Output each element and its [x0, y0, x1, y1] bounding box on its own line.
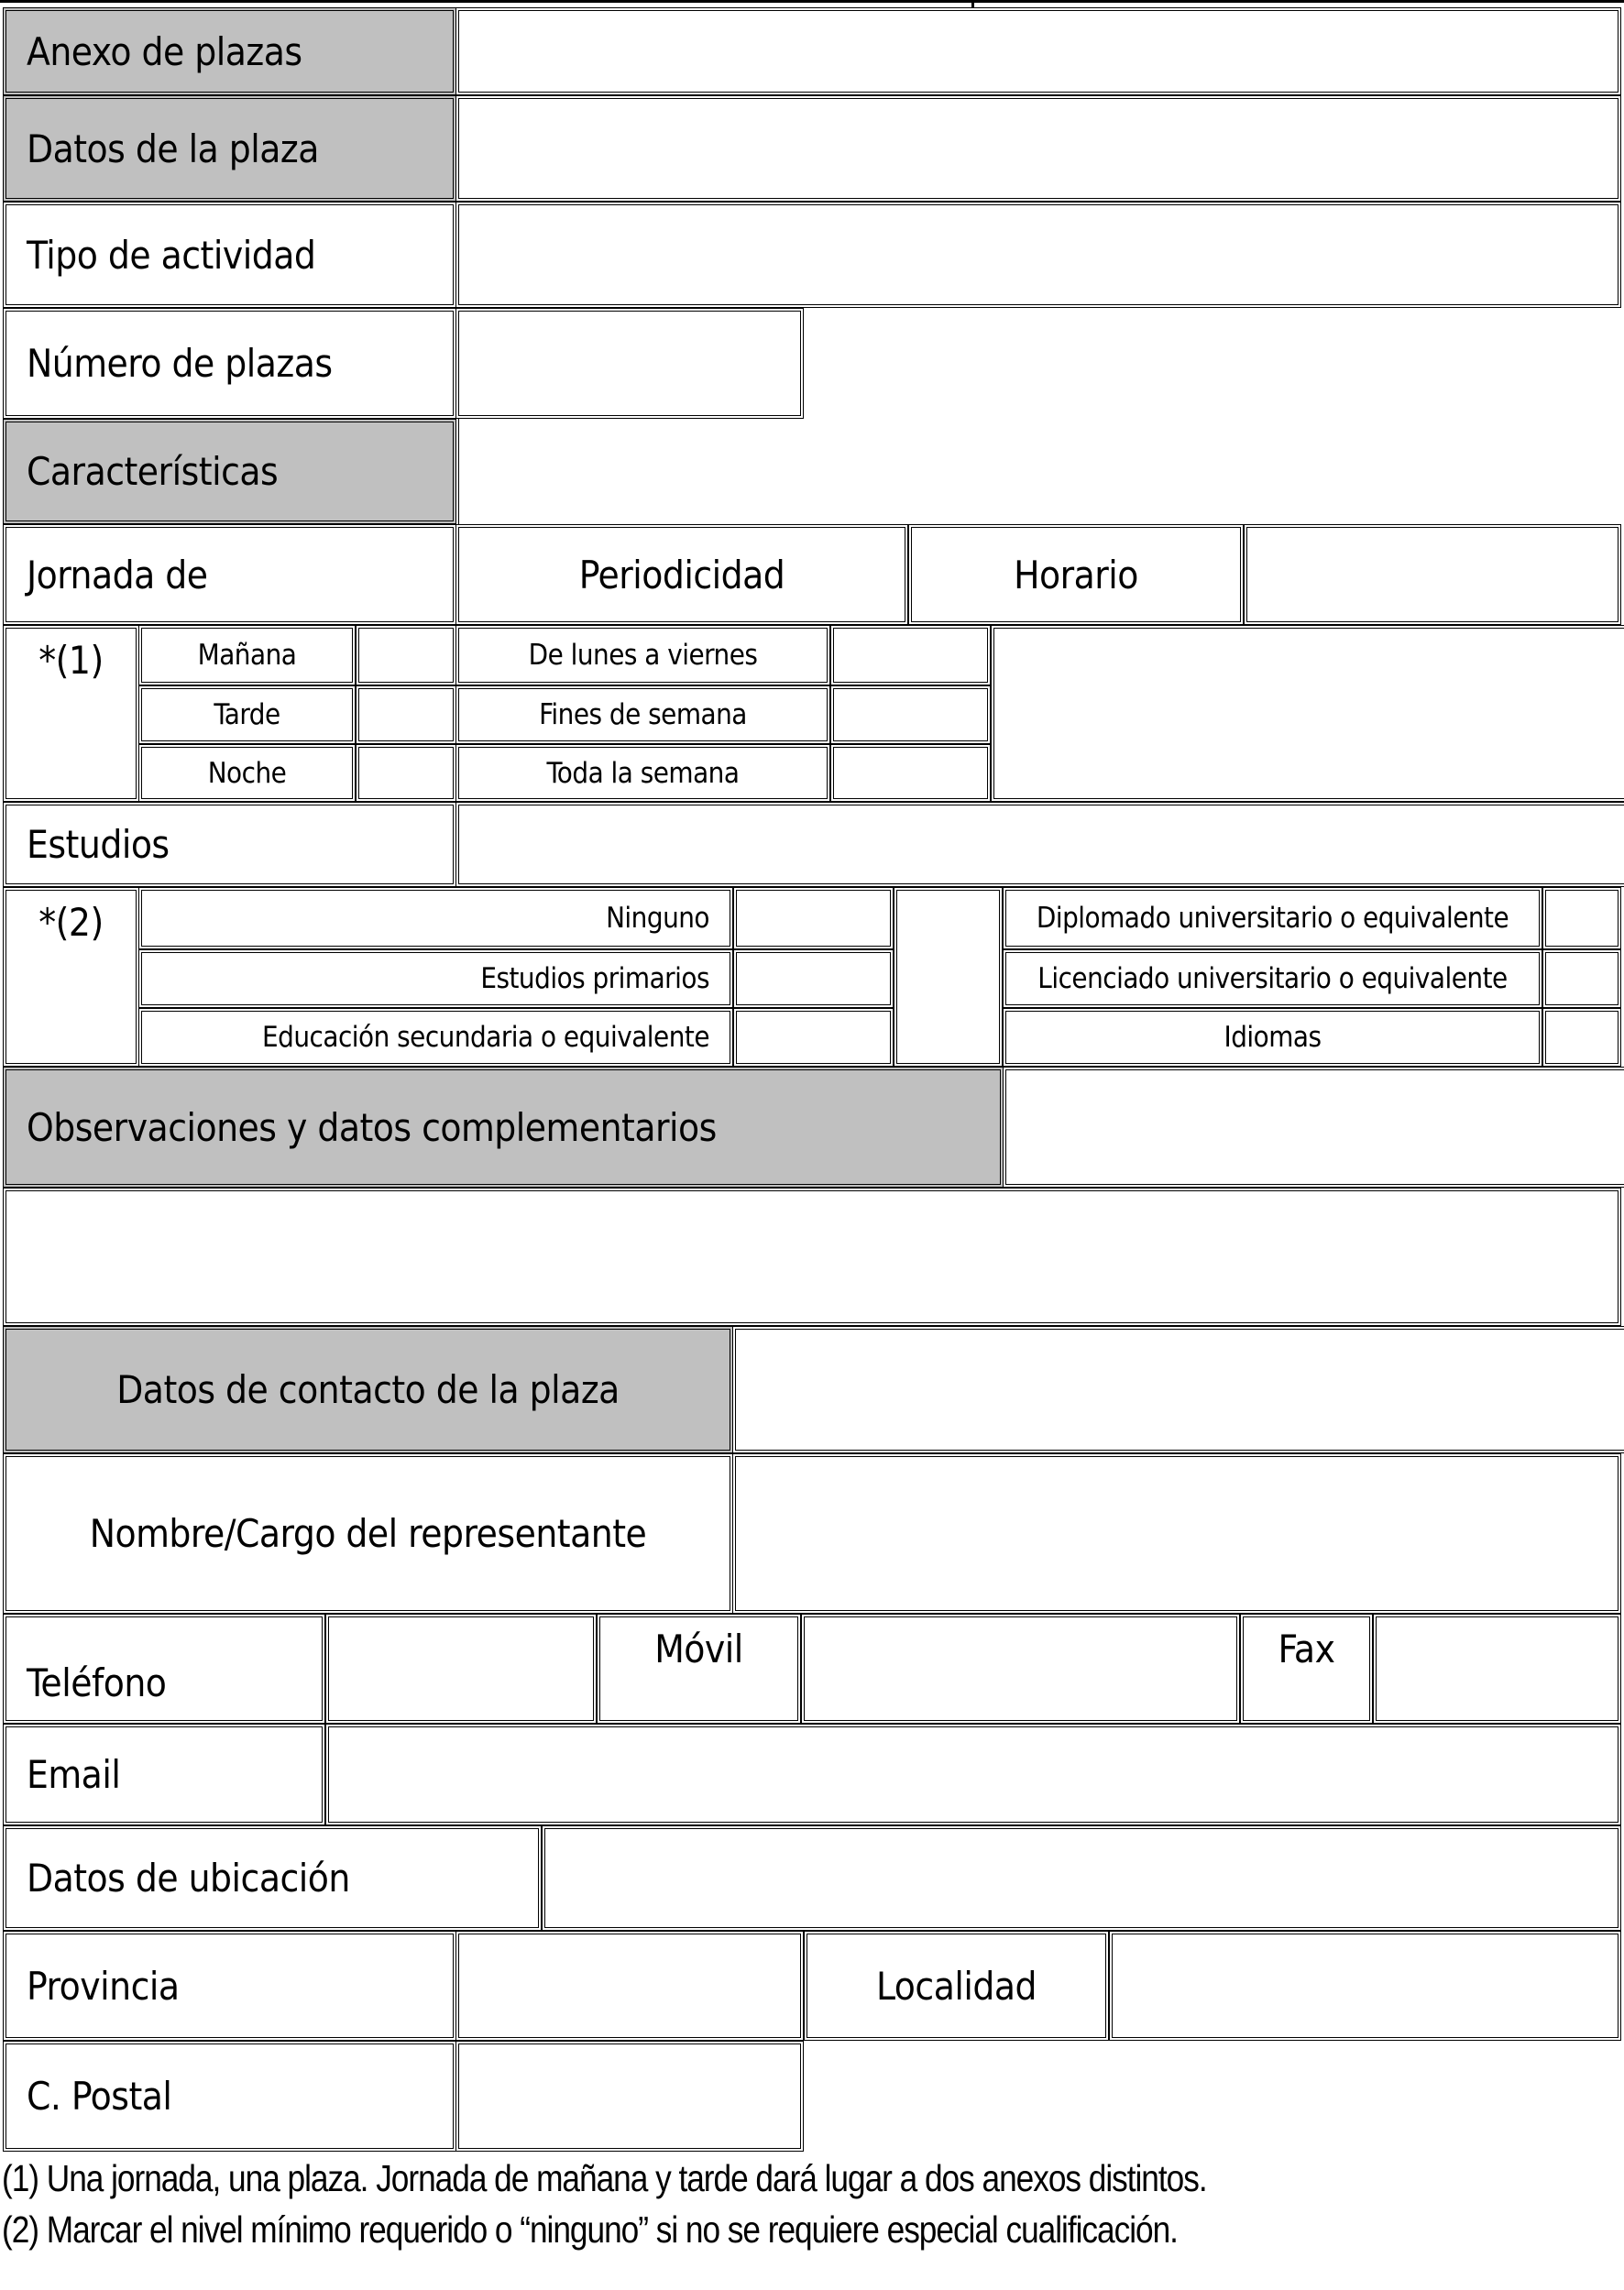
cpostal-label: C. Postal: [27, 2074, 172, 2119]
datos-plaza-input[interactable]: [455, 95, 1621, 202]
email-label: Email: [27, 1752, 121, 1797]
periodicidad-option-fines-semana: [455, 685, 830, 744]
periodicidad-label: Periodicidad: [578, 552, 785, 597]
estudios-diplomado-checkbox[interactable]: [1542, 887, 1621, 949]
horario-header-cell: [908, 524, 1244, 625]
anexo-label-cell: [3, 7, 456, 95]
estudios-option-label: Licenciado universitario o equivalente: [1037, 962, 1508, 995]
jornada-option-label: Noche: [207, 756, 287, 790]
estudios-option-licenciado: [1003, 949, 1542, 1008]
movil-input[interactable]: [801, 1614, 1240, 1724]
jornada-tarde-checkbox[interactable]: [356, 685, 456, 744]
provincia-label: Provincia: [27, 1963, 180, 2009]
caracteristicas-label: Características: [27, 449, 279, 494]
observaciones-label-cell: [3, 1067, 1004, 1188]
estudios-option-label: Diplomado universitario o equivalente: [1036, 902, 1509, 935]
estudios-label-cell: [3, 802, 456, 887]
numero-plazas-label: Número de plazas: [27, 341, 333, 386]
telefono-input[interactable]: [325, 1614, 597, 1724]
periodicidad-header-cell: [455, 524, 908, 625]
representante-label: Nombre/Cargo del representante: [89, 1511, 647, 1556]
observaciones-label: Observaciones y datos complementarios: [27, 1104, 717, 1150]
tipo-actividad-label-cell: [3, 202, 456, 308]
estudios-option-primarios: [138, 949, 733, 1008]
telefono-label: Teléfono: [27, 1660, 167, 1705]
periodicidad-option-label: Fines de semana: [539, 698, 747, 731]
note1-marker: *(1): [38, 638, 104, 683]
provincia-label-cell: [3, 1931, 456, 2041]
note2-marker: *(2): [38, 900, 104, 945]
jornada-label: Jornada de: [27, 552, 208, 597]
jornada-option-manana: [138, 625, 356, 685]
estudios-option-label: Ninguno: [606, 902, 709, 935]
jornada-noche-checkbox[interactable]: [356, 744, 456, 802]
localidad-input[interactable]: [1109, 1931, 1621, 2041]
fax-input[interactable]: [1373, 1614, 1621, 1724]
jornada-option-tarde: [138, 685, 356, 744]
periodicidad-lunes-viernes-checkbox[interactable]: [830, 625, 991, 685]
estudios-option-label: Idiomas: [1223, 1021, 1322, 1054]
contacto-label-cell: [3, 1326, 733, 1453]
estudios-option-secundaria: [138, 1008, 733, 1067]
ubicacion-label: Datos de ubicación: [27, 1856, 350, 1901]
email-input[interactable]: [325, 1724, 1621, 1825]
estudios-option-label: Estudios primarios: [480, 962, 709, 995]
estudios-label: Estudios: [27, 822, 170, 867]
movil-label: Móvil: [654, 1627, 743, 1671]
datos-plaza-label-cell: [3, 95, 456, 202]
jornada-option-label: Mañana: [197, 639, 297, 672]
cpostal-label-cell: [3, 2041, 456, 2152]
periodicidad-option-toda-semana: [455, 744, 830, 802]
observaciones-input[interactable]: [3, 1188, 1621, 1326]
note1-marker-cell: [3, 625, 139, 802]
horario-input[interactable]: [1244, 524, 1621, 625]
tipo-actividad-label: Tipo de actividad: [27, 232, 316, 278]
observaciones-side-area: [1003, 1067, 1624, 1188]
localidad-label: Localidad: [876, 1963, 1037, 2009]
fax-label-cell: [1240, 1614, 1373, 1724]
top-tick-mark: [971, 0, 974, 7]
footnote-1: (1) Una jornada, una plaza. Jornada de mañana y tarde dará lugar a dos anexos distintos.: [2, 2157, 1207, 2199]
estudios-ninguno-checkbox[interactable]: [733, 887, 894, 949]
representante-input[interactable]: [732, 1453, 1621, 1614]
footnote-2: (2) Marcar el nivel mínimo requerido o “ninguno” si no se requiere especial cualificación.: [2, 2208, 1178, 2251]
jornada-option-noche: [138, 744, 356, 802]
contacto-label: Datos de contacto de la plaza: [116, 1367, 620, 1412]
estudios-idiomas-checkbox[interactable]: [1542, 1008, 1621, 1067]
numero-plazas-input[interactable]: [455, 308, 804, 419]
cpostal-input[interactable]: [455, 2041, 804, 2152]
horario-label: Horario: [1014, 552, 1138, 597]
numero-plazas-label-cell: [3, 308, 456, 419]
estudios-input[interactable]: [455, 802, 1624, 887]
ubicacion-input[interactable]: [542, 1825, 1621, 1931]
movil-label-cell: [597, 1614, 801, 1724]
estudios-licenciado-checkbox[interactable]: [1542, 949, 1621, 1008]
representante-label-cell: [3, 1453, 733, 1614]
contacto-side-area: [732, 1326, 1624, 1453]
anexo-label: Anexo de plazas: [27, 28, 302, 74]
estudios-option-idiomas: [1003, 1008, 1542, 1067]
periodicidad-option-label: Toda la semana: [546, 756, 740, 790]
caracteristicas-label-cell: [3, 419, 456, 524]
jornada-option-label: Tarde: [214, 698, 280, 731]
estudios-option-diplomado: [1003, 887, 1542, 949]
anexo-input[interactable]: [455, 7, 1621, 95]
estudios-option-ninguno: [138, 887, 733, 949]
email-label-cell: [3, 1724, 325, 1825]
datos-plaza-label: Datos de la plaza: [27, 126, 319, 171]
estudios-secundaria-checkbox[interactable]: [733, 1008, 894, 1067]
periodicidad-fines-semana-checkbox[interactable]: [830, 685, 991, 744]
estudios-spacer-cell: [894, 887, 1003, 1067]
ubicacion-label-cell: [3, 1825, 542, 1931]
note2-marker-cell: [3, 887, 139, 1067]
horario-detail-input[interactable]: [991, 625, 1624, 802]
localidad-label-cell: [804, 1931, 1109, 2041]
jornada-label-cell: [3, 524, 456, 625]
top-border-line: [0, 0, 1624, 4]
periodicidad-toda-semana-checkbox[interactable]: [830, 744, 991, 802]
fax-label: Fax: [1278, 1627, 1335, 1671]
periodicidad-option-label: De lunes a viernes: [528, 639, 758, 672]
provincia-input[interactable]: [455, 1931, 804, 2041]
jornada-manana-checkbox[interactable]: [356, 625, 456, 685]
estudios-option-label: Educación secundaria o equivalente: [262, 1021, 709, 1054]
tipo-actividad-input[interactable]: [455, 202, 1621, 308]
telefono-label-cell: [3, 1614, 325, 1724]
periodicidad-option-lunes-viernes: [455, 625, 830, 685]
caracteristicas-area: [455, 419, 1621, 524]
estudios-primarios-checkbox[interactable]: [733, 949, 894, 1008]
